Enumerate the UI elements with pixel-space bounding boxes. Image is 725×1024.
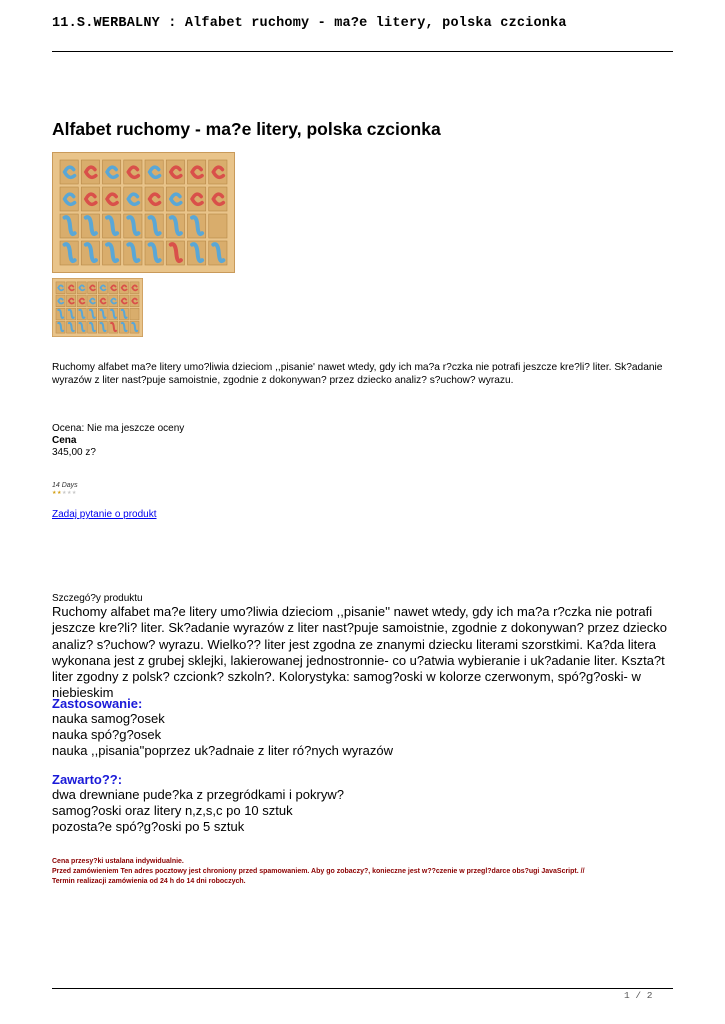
list-item: dwa drewniane pude?ka z przegródkami i pokryw?	[52, 787, 344, 802]
delivery-stars-icon: ★★★★★	[52, 490, 77, 496]
contents-list	[52, 787, 344, 834]
product-thumbnail[interactable]	[52, 278, 143, 337]
ask-question-link[interactable]: Zadaj pytanie o produkt	[52, 509, 157, 520]
delivery-time: 14 Days	[52, 482, 78, 489]
list-item: nauka samog?osek	[52, 711, 165, 726]
box-compartment	[130, 308, 139, 320]
document-header-title: 11.S.WERBALNY : Alfabet ruchomy - ma?e litery, polska czcionka	[52, 16, 567, 31]
box-compartment	[209, 214, 227, 238]
product-intro: Ruchomy alfabet ma?e litery umo?liwia dzieciom ,,pisanie' nawet wtedy, gdy ich ma?a r?czka nie potrafi jeszcze kre?li? liter. Sk?adanie wyrazów z liter nast?puje samoistnie, zgodnie z dokonywan? przez dziecko analiz? s?uchow? wyrazu.	[52, 362, 663, 387]
usage-list	[52, 711, 393, 758]
alphabet-box-thumbnail-image	[52, 278, 143, 337]
shipping-note: Cena przesy?ki ustalana indywidualnie.	[52, 858, 184, 865]
product-title: Alfabet ruchomy - ma?e litery, polska czcionka	[52, 119, 441, 139]
header-divider	[52, 51, 673, 52]
footer-divider	[52, 988, 673, 989]
details-description: Ruchomy alfabet ma?e litery umo?liwia dzieciom ,,pisanie'' nawet wtedy, gdy ich ma?a r?czka nie potrafi jeszcze kre?li? liter. Sk?adanie wyrazów z liter nast?puje samoistnie, zgodnie z dokonywan? przez dziecko analiz? s?uchow? wyrazu. Wielko?? liter jest zgodna ze znanymi dziecku literami szorstkimi. Ka?da litera wykonana jest z grubej sklejki, lakierowanej jednostronnie- co u?atwia wybieranie i uk?adanie liter. Kszta?t liter zgodny z polsk? czcionk? szkoln?. Kolorystyka: samog?oski w kolorze czerwonym, spó?g?oski- w niebieskim	[52, 604, 667, 701]
footnotes	[52, 857, 672, 887]
list-item: nauka ,,pisania''poprzez uk?adnaie z liter ró?nych wyrazów	[52, 742, 393, 758]
product-photo[interactable]	[52, 152, 235, 273]
rating-text: Ocena: Nie ma jeszcze oceny	[52, 423, 185, 434]
contents-heading: Zawarto??:	[52, 772, 123, 787]
page-number: 1 / 2	[624, 990, 653, 1001]
lead-time-note: Termin realizacji zamówienia od 24 h do 14 dni roboczych.	[52, 878, 246, 885]
delivery-badge	[52, 481, 78, 496]
price-value: 345,00 z?	[52, 447, 96, 458]
list-item: pozosta?e spó?g?oski po 5 sztuk	[52, 818, 245, 834]
details-label: Szczegó?y produktu	[52, 593, 143, 604]
email-protection-note: Przed zamówieniem Ten adres pocztowy jest chroniony przed spamowaniem. Aby go zobaczy?, konieczne jest w??czenie w przegl?darce obs?ugi JavaScript. //	[52, 868, 585, 875]
alphabet-box-image	[52, 152, 235, 273]
list-item: nauka spó?g?osek	[52, 726, 162, 742]
price-label: Cena	[52, 435, 77, 446]
list-item: samog?oski oraz litery n,z,s,c po 10 sztuk	[52, 802, 293, 818]
usage-heading: Zastosowanie:	[52, 696, 143, 711]
